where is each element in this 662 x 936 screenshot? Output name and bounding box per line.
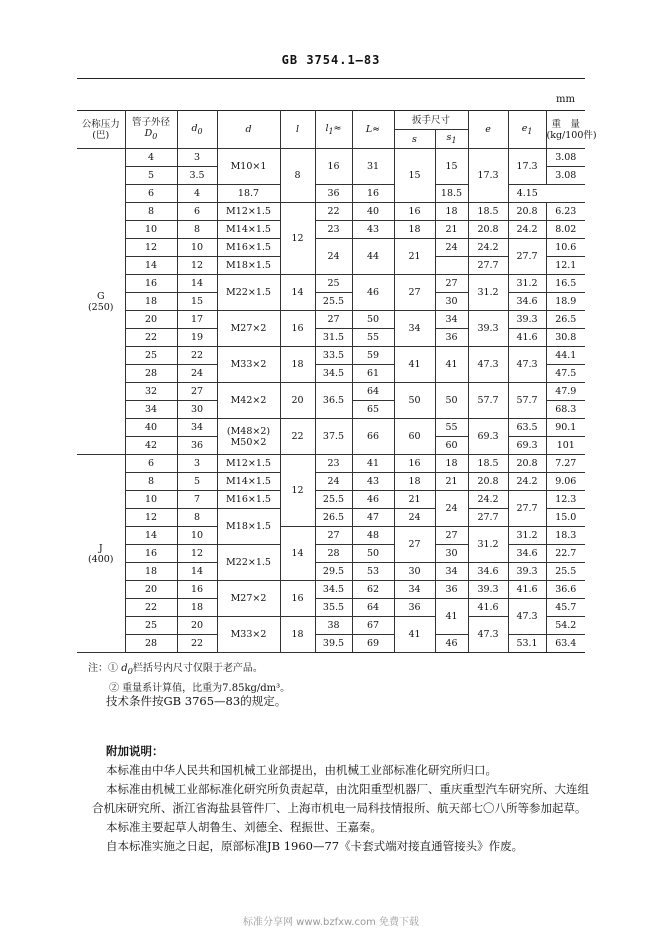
- group-g-250: G (250): [77, 149, 125, 455]
- table-cell-l1: 28: [315, 545, 352, 563]
- table-cell-l: 46: [352, 275, 394, 311]
- table-cell-e1: 57.7: [508, 383, 546, 419]
- table-cell-wt: 10.6: [546, 239, 585, 257]
- table-cell-d0: 32: [125, 383, 177, 401]
- table-cell-d0: 36: [177, 437, 217, 455]
- table-cell-e: 47.3: [468, 617, 508, 653]
- table-cell-l: 55: [352, 329, 394, 347]
- table-cell-e: 57.7: [468, 383, 508, 419]
- table-cell-wt: 54.2: [546, 617, 585, 635]
- table-cell-d0: 22: [177, 347, 217, 365]
- table-cell-e: 41.6: [468, 599, 508, 617]
- table-cell-l: 14: [280, 527, 315, 581]
- table-cell-s1: 41: [435, 347, 468, 383]
- table-cell-wt: 63.4: [546, 635, 585, 653]
- table-cell-d0: 24: [177, 365, 217, 383]
- table-cell-e1: 34.6: [508, 545, 546, 563]
- table-cell-d0: 22: [177, 635, 217, 653]
- header-l1: $l_1\approx$: [315, 111, 352, 149]
- table-cell-s1: 27: [435, 275, 468, 293]
- table-cell-d: (M48×2) M50×2: [217, 419, 280, 455]
- table-cell-d0: 12: [177, 257, 217, 275]
- header-tube-od: 管子外径 $D_0$: [125, 111, 177, 149]
- table-cell-l1: 25.5: [315, 293, 352, 311]
- table-cell-wt: 4.15: [508, 185, 546, 203]
- table-cell-e: 34.6: [468, 563, 508, 581]
- table-cell-s: 16: [394, 203, 435, 221]
- table-cell-d0: 3: [177, 149, 217, 167]
- table-cell-e: 47.3: [468, 347, 508, 383]
- table-cell-d: M27×2: [217, 311, 280, 347]
- table-cell-wt: 36.6: [546, 581, 585, 599]
- table-cell-e1: 20.8: [508, 203, 546, 221]
- table-cell-d0: 8: [177, 221, 217, 239]
- table-cell-l1: 24: [315, 239, 352, 275]
- table-cell-s: 18: [394, 473, 435, 491]
- table-cell-wt: 12.3: [546, 491, 585, 509]
- table-cell-d0: 30: [177, 401, 217, 419]
- table-cell-l: 64: [352, 599, 394, 617]
- table-cell-e: 27.7: [468, 509, 508, 527]
- table-cell-e: 31.2: [468, 275, 508, 311]
- table-cell-d0: 10: [177, 527, 217, 545]
- table-row: [77, 473, 585, 491]
- table-cell-e: 17.3: [468, 149, 508, 203]
- header-d: d: [217, 111, 280, 149]
- table-cell-l: 47: [352, 509, 394, 527]
- table-cell-d0: 34: [125, 401, 177, 419]
- table-cell-d: M14×1.5: [217, 221, 280, 239]
- table-row: [77, 455, 585, 473]
- table-cell-wt: 44.1: [546, 347, 585, 365]
- table-cell-l: 22: [280, 419, 315, 455]
- dimension-table: [77, 110, 597, 653]
- table-cell-d0: 42: [125, 437, 177, 455]
- table-cell-e: 39.3: [468, 311, 508, 347]
- table-cell-e: 20.8: [468, 473, 508, 491]
- table-cell-s1: 16: [352, 185, 394, 203]
- table-cell-d: M27×2: [217, 581, 280, 617]
- table-cell-s: 34: [394, 581, 435, 599]
- table-cell-e1: 17.3: [508, 149, 546, 185]
- table-cell-l: 12: [280, 455, 315, 527]
- table-cell-s1: 34: [435, 563, 468, 581]
- table-cell-wt: 6.23: [546, 203, 585, 221]
- table-row: [77, 527, 585, 545]
- table-cell-l: 31: [352, 149, 394, 185]
- table-cell-l1: 23: [315, 221, 352, 239]
- table-cell-l: 18: [280, 347, 315, 383]
- table-cell-s: 36: [394, 599, 435, 617]
- table-cell-s: 30: [394, 563, 435, 581]
- table-row: [77, 383, 585, 401]
- table-cell-s: 16: [394, 455, 435, 473]
- note-1: 注：① $d_0$栏括号内尺寸仅限于老产品。: [88, 663, 263, 676]
- table-cell-e1: 39.3: [508, 311, 546, 329]
- appendix-para-1: 本标准由中华人民共和国机械工业部提出，由机械工业部标准化研究所归口。: [106, 763, 497, 777]
- table-cell-l1: 22: [315, 203, 352, 221]
- table-row: [77, 491, 585, 509]
- table-cell-wt: 7.27: [546, 455, 585, 473]
- table-cell-d0: 15: [177, 293, 217, 311]
- group-j-400: J (400): [77, 455, 125, 653]
- table-cell-e: 24.2: [468, 491, 508, 509]
- table-cell-l: 16: [280, 311, 315, 347]
- table-cell-e1: 31.2: [508, 275, 546, 293]
- table-cell-s: 21: [394, 491, 435, 509]
- header-wrench-size: 扳手尺寸: [394, 111, 468, 130]
- table-cell-d0: 4: [177, 185, 217, 203]
- table-cell-e: 18.5: [468, 203, 508, 221]
- table-cell-d0: 16: [125, 275, 177, 293]
- table-row: [77, 185, 585, 203]
- table-cell-l1: 37.5: [315, 419, 352, 455]
- table-row: [77, 221, 585, 239]
- table-cell-d0: 14: [125, 527, 177, 545]
- table-cell-l: 41: [352, 455, 394, 473]
- table-cell-e1: 69.3: [508, 437, 546, 455]
- table-cell-e1: 63.5: [508, 419, 546, 437]
- header-l: l: [280, 111, 315, 149]
- table-row: [77, 203, 585, 221]
- table-cell-d0: 12: [177, 545, 217, 563]
- table-cell-d: M18×1.5: [217, 257, 280, 275]
- table-row: [77, 419, 585, 437]
- header-s1: $s_1$: [435, 130, 468, 149]
- table-cell-wt: 47.9: [546, 383, 585, 401]
- header-s: s: [394, 130, 435, 149]
- table-cell-s1: 50: [435, 383, 468, 419]
- header-e1: $e_1$: [508, 111, 546, 149]
- table-cell-s: 21: [394, 239, 435, 275]
- table-cell-e: 24.2: [468, 239, 508, 257]
- table-cell-d0: 5: [125, 167, 177, 185]
- table-cell-l: 18: [280, 617, 315, 653]
- table-cell-d0: 34: [177, 419, 217, 437]
- table-cell-s: 24: [394, 509, 435, 527]
- table-cell-e1: 41.6: [508, 329, 546, 347]
- table-cell-d0: 14: [177, 563, 217, 581]
- table-cell-l: 59: [352, 347, 394, 365]
- table-cell-d0: 6: [125, 455, 177, 473]
- table-cell-e1: 47.3: [508, 347, 546, 383]
- table-cell-l1: 27: [315, 311, 352, 329]
- table-cell-e1: 18.5: [435, 185, 468, 203]
- table-cell-l: 44: [352, 239, 394, 275]
- table-cell-e1: 53.1: [508, 635, 546, 653]
- table-cell-l: 61: [352, 365, 394, 383]
- table-cell-e: 69.3: [468, 419, 508, 455]
- table-cell-wt: 18.3: [546, 527, 585, 545]
- table-cell-s1: 21: [435, 473, 468, 491]
- table-cell-d: M12×1.5: [217, 203, 280, 221]
- table-cell-l: 66: [352, 419, 394, 455]
- table-cell-wt: 12.1: [546, 257, 585, 275]
- table-cell-wt: 22.7: [546, 545, 585, 563]
- table-cell-s1: 24: [435, 491, 468, 527]
- table-cell-d0: 27: [177, 383, 217, 401]
- table-cell-d0: 8: [125, 473, 177, 491]
- table-cell-d0: 22: [125, 599, 177, 617]
- table-cell-d0: 7: [177, 491, 217, 509]
- table-cell-d: M10×1: [217, 149, 280, 185]
- table-cell-d0: 3: [177, 455, 217, 473]
- table-cell-d0: 28: [125, 635, 177, 653]
- table-cell-s1: 36: [435, 581, 468, 599]
- table-cell-d0: 14: [125, 257, 177, 275]
- table-cell-l: 48: [352, 527, 394, 545]
- table-cell-d0: 12: [125, 509, 177, 527]
- table-cell-s1: 41: [435, 599, 468, 635]
- appendix-para-2: 本标准由机械工业部标准化研究所负责起草，由沈阳重型机器厂、重庆重型汽车研究所、大连组合机床研究所、浙江省海盐县管件厂、上海市机电一局科技情报所、航天部七〇八所等参加起草。: [92, 782, 589, 815]
- table-cell-s: 27: [394, 527, 435, 563]
- table-cell-d0: 12: [125, 239, 177, 257]
- table-cell-l: 12: [280, 203, 315, 275]
- table-row: [77, 635, 585, 653]
- table-cell-s1: 18: [435, 455, 468, 473]
- table-cell-e: 18.5: [468, 455, 508, 473]
- table-cell-d0: 17: [177, 311, 217, 329]
- table-cell-l: 14: [280, 275, 315, 311]
- table-cell-wt: 30.8: [546, 329, 585, 347]
- table-cell-d0: 22: [125, 329, 177, 347]
- table-cell-l: 20: [280, 383, 315, 419]
- table-cell-l: 43: [352, 221, 394, 239]
- table-cell-wt: 3.08: [546, 149, 585, 167]
- table-row: [77, 563, 585, 581]
- header-e: e: [468, 111, 508, 149]
- table-cell-d0: 19: [177, 329, 217, 347]
- table-cell-d: M22×1.5: [217, 545, 280, 581]
- table-cell-wt: 68.3: [546, 401, 585, 419]
- table-cell-d0: 6: [177, 203, 217, 221]
- table-cell-d0: 20: [177, 617, 217, 635]
- table-cell-d: M12×1.5: [217, 455, 280, 473]
- appendix-para-4: 自本标准实施之日起，原部标准JB 1960—77《卡套式端对接直通管接头》作废。: [106, 839, 524, 853]
- table-cell-l1: 26.5: [315, 509, 352, 527]
- table-cell-s1: 24: [435, 239, 468, 257]
- table-cell-s: 50: [394, 383, 435, 419]
- table-cell-s1: 27: [435, 527, 468, 545]
- table-cell-e1: 47.3: [508, 599, 546, 635]
- table-cell-wt: 25.5: [546, 563, 585, 581]
- table-row: [77, 545, 585, 563]
- table-cell-l1: 27: [315, 527, 352, 545]
- table-cell-d0: 8: [125, 203, 177, 221]
- table-cell-d: M33×2: [217, 617, 280, 653]
- table-cell-d0: 14: [177, 275, 217, 293]
- table-cell-d0: 20: [125, 581, 177, 599]
- table-cell-s1: 15: [435, 149, 468, 185]
- table-cell-d0: 20: [125, 311, 177, 329]
- table-cell-s1: 34: [435, 311, 468, 329]
- table-cell-l1: 36.5: [315, 383, 352, 419]
- table-cell-wt: 16.5: [546, 275, 585, 293]
- table-cell-l1: 18.7: [217, 185, 280, 203]
- table-cell-d0: 18: [125, 293, 177, 311]
- table-cell-e1: 20.8: [508, 455, 546, 473]
- table-cell-l1: 33.5: [315, 347, 352, 365]
- table-cell-s: 41: [394, 347, 435, 383]
- table-cell-e: 27.7: [468, 257, 508, 275]
- table-cell-wt: 26.5: [546, 311, 585, 329]
- table-row: [77, 581, 585, 599]
- table-cell-l1: 25.5: [315, 491, 352, 509]
- table-cell-s1: 36: [435, 329, 468, 347]
- table-cell-e1: 24.2: [508, 221, 546, 239]
- table-cell-e1: 41.6: [508, 581, 546, 599]
- table-cell-s: 15: [394, 149, 435, 203]
- table-cell-d: M14×1.5: [217, 473, 280, 491]
- table-cell-l1: 39.5: [315, 635, 352, 653]
- table-cell-l: 50: [352, 545, 394, 563]
- table-cell-s1: 30: [435, 545, 468, 563]
- table-cell-d0: 25: [125, 347, 177, 365]
- table-cell-l: 40: [352, 203, 394, 221]
- table-row: [77, 311, 585, 329]
- table-cell-e1: 31.2: [508, 527, 546, 545]
- header-pressure: 公称压力 (巴): [77, 111, 125, 149]
- table-cell-s1: 21: [435, 221, 468, 239]
- table-cell-wt: 15.0: [546, 509, 585, 527]
- table-cell-wt: 18.9: [546, 293, 585, 311]
- table-cell-d0: 16: [125, 545, 177, 563]
- table-cell-wt: 101: [546, 437, 585, 455]
- table-cell-l: 67: [352, 617, 394, 635]
- table-cell-d0: 3.5: [177, 167, 217, 185]
- table-cell-d: M16×1.5: [217, 491, 280, 509]
- header-L: L≈: [352, 111, 394, 149]
- table-cell-l: 64: [352, 383, 394, 401]
- table-cell-e: 39.3: [468, 581, 508, 599]
- table-cell-d0: 25: [125, 617, 177, 635]
- table-cell-l1: 16: [315, 149, 352, 185]
- table-cell-l1: 25: [315, 275, 352, 293]
- table-row: [77, 347, 585, 365]
- table-cell-s: 34: [394, 311, 435, 347]
- table-cell-l1: 23: [315, 455, 352, 473]
- table-cell-d0: 10: [125, 221, 177, 239]
- table-cell-d: M18×1.5: [217, 509, 280, 545]
- table-cell-l1: 31.5: [315, 329, 352, 347]
- table-cell-l: 50: [352, 311, 394, 329]
- appendix-para-3: 本标准主要起草人胡鲁生、刘德全、程振世、王嘉秦。: [106, 820, 382, 834]
- table-cell-l1: 34.5: [315, 581, 352, 599]
- table-cell-l: 16: [280, 581, 315, 617]
- table-cell-s: 18: [394, 221, 435, 239]
- table-cell-e1: 27.7: [508, 491, 546, 527]
- table-cell-e1: 24.2: [508, 473, 546, 491]
- table-cell-e: 31.2: [468, 527, 508, 563]
- table-cell-s: 60: [394, 419, 435, 455]
- table-cell-l: 36: [315, 185, 352, 203]
- table-cell-l: 46: [352, 491, 394, 509]
- table-cell-wt: 8.02: [546, 221, 585, 239]
- footer-watermark: 标准分享网 www.bzfxw.com 免费下载: [243, 917, 419, 928]
- table-notes: [88, 660, 290, 697]
- table-cell-wt: 90.1: [546, 419, 585, 437]
- table-row: [77, 149, 585, 167]
- unit-label: mm: [556, 94, 575, 105]
- header-weight: 重 量 (kg/100件): [546, 111, 585, 149]
- table-cell-e1: 34.6: [508, 293, 546, 311]
- table-cell-l: 65: [352, 401, 394, 419]
- table-cell-d0: 4: [125, 149, 177, 167]
- table-row: [77, 239, 585, 257]
- table-cell-e1: 39.3: [508, 563, 546, 581]
- table-row: [77, 293, 585, 311]
- table-cell-l: 62: [352, 581, 394, 599]
- table-cell-wt: 9.06: [546, 473, 585, 491]
- header-d0: $d_0$: [177, 111, 217, 149]
- table-cell-d0: 8: [177, 509, 217, 527]
- table-cell-d0: 40: [125, 419, 177, 437]
- table-cell-l1: 29.5: [315, 563, 352, 581]
- table-cell-s1: 55: [435, 419, 468, 437]
- table-cell-l1: 38: [315, 617, 352, 635]
- table-cell-s1: 60: [435, 437, 468, 455]
- table-row: [77, 329, 585, 347]
- tech-condition: 技术条件按GB 3765—83的规定。: [106, 694, 287, 708]
- table-cell-d0: 18: [177, 599, 217, 617]
- table-cell-d0: 16: [177, 581, 217, 599]
- table-cell-s: 27: [394, 275, 435, 311]
- table-cell-l: 53: [352, 563, 394, 581]
- table-cell-d0: 5: [177, 473, 217, 491]
- table-cell-d: M42×2: [217, 383, 280, 419]
- table-cell-d0: 6: [125, 185, 177, 203]
- table-row: [77, 599, 585, 617]
- table-cell-s1: 30: [435, 293, 468, 311]
- header-rule: [77, 78, 585, 79]
- note-2: ② 重量系计算值，比重为7.85kg/dm³。: [109, 683, 291, 694]
- table-cell-e: 20.8: [468, 221, 508, 239]
- table-cell-wt: 47.5: [546, 365, 585, 383]
- table-cell-d0: 10: [125, 491, 177, 509]
- table-cell-s1: 18: [435, 203, 468, 221]
- table-cell-l: 69: [352, 635, 394, 653]
- table-cell-e1: 27.7: [508, 239, 546, 275]
- table-cell-s1: 46: [435, 635, 468, 653]
- table-cell-l1: 34.5: [315, 365, 352, 383]
- table-cell-d: M16×1.5: [217, 239, 280, 257]
- appendix-title: 附加说明：: [106, 744, 164, 758]
- table-cell-d: M22×1.5: [217, 275, 280, 311]
- table-cell-wt: 45.7: [546, 599, 585, 617]
- table-cell-d: M33×2: [217, 347, 280, 383]
- table-cell-s1: [435, 257, 468, 275]
- table-cell-l1: 35.5: [315, 599, 352, 617]
- table-cell-d0: 18: [125, 563, 177, 581]
- table-cell-wt: 3.08: [546, 167, 585, 185]
- table-cell-l1: 24: [315, 473, 352, 491]
- table-cell-s: 41: [394, 617, 435, 653]
- table-cell-d0: 28: [125, 365, 177, 383]
- table-cell-d0: 10: [177, 239, 217, 257]
- table-cell-l: 43: [352, 473, 394, 491]
- table-row: [77, 275, 585, 293]
- table-cell-l: 8: [280, 149, 315, 203]
- appendix: [92, 742, 592, 856]
- standard-number-header: GB 3754.1—83: [281, 53, 381, 67]
